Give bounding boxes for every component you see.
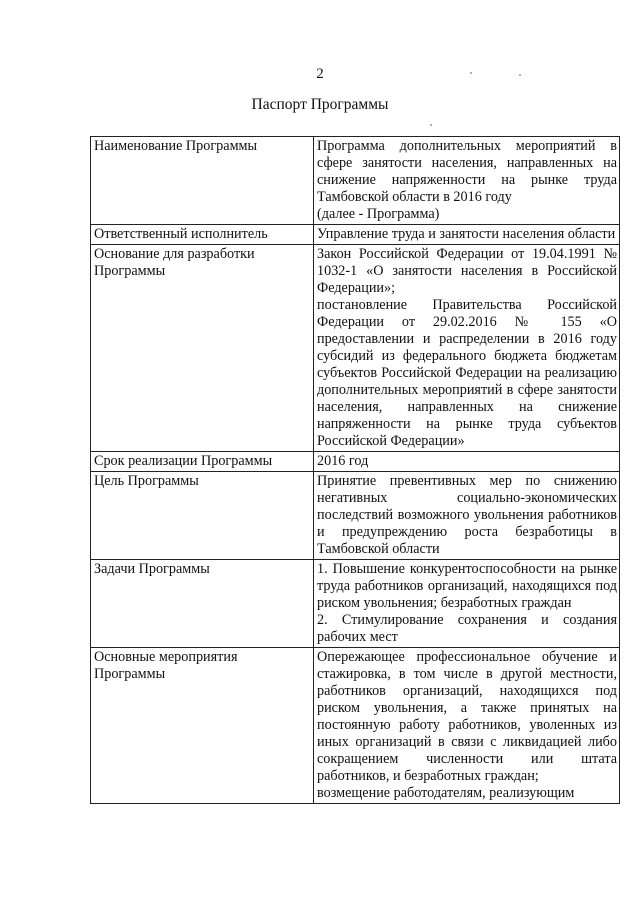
value-paragraph: 2016 год bbox=[317, 453, 369, 469]
scan-speck bbox=[430, 124, 432, 126]
row-label: Цель Программы bbox=[91, 472, 314, 560]
value-paragraph: Управление труда и занятости населения области bbox=[317, 226, 616, 242]
row-value bbox=[314, 472, 620, 560]
row-value bbox=[314, 452, 620, 472]
row-value bbox=[314, 225, 620, 245]
scan-speck bbox=[470, 72, 472, 74]
value-paragraph: (далее - Программа) bbox=[317, 206, 440, 222]
row-value bbox=[314, 648, 620, 804]
row-value bbox=[314, 245, 620, 452]
table-row bbox=[91, 472, 620, 560]
table-row bbox=[91, 648, 620, 804]
table-row bbox=[91, 560, 620, 648]
value-paragraph: Опережающее профессиональное обучение и стажировка, в том числе в другой местности, работников организаций, находящихся под риском увольнения, а также принятых на постоянную работу работников, уволенных из иных организаций в связи с ликвидацией либо сокращением численности или штата работников, и безработных граждан; bbox=[317, 649, 617, 784]
document-title: Паспорт Программы bbox=[251, 96, 389, 113]
table-row bbox=[91, 137, 620, 225]
row-label: Задачи Программы bbox=[91, 560, 314, 648]
value-paragraph: Закон Российской Федерации от 19.04.1991 № 1032-1 «О занятости населения в Российской Федерации»; bbox=[317, 246, 617, 296]
value-paragraph: возмещение работодателям, реализующим bbox=[317, 785, 575, 801]
value-paragraph: 2. Стимулирование сохранения и создания рабочих мест bbox=[317, 612, 617, 645]
row-label: Наименование Программы bbox=[91, 137, 314, 225]
row-label: Ответственный исполнитель bbox=[91, 225, 314, 245]
table-row bbox=[91, 452, 620, 472]
value-paragraph: Принятие превентивных мер по снижению негативных социально-экономических последствий возможного увольнения работников и предупреждению роста безработицы в Тамбовской области bbox=[317, 473, 617, 557]
row-value bbox=[314, 560, 620, 648]
row-label: Основание для разработки Программы bbox=[91, 245, 314, 452]
value-paragraph: 1. Повышение конкурентоспособности на рынке труда работников организаций, находящихся под риском увольнения; безработных граждан bbox=[317, 561, 617, 611]
value-paragraph: постановление Правительства Российской Федерации от 29.02.2016 № 155 «О предоставлении и распределении в 2016 году субсидий из федерального бюджета бюджетам субъектов Российской Федерации на реализацию дополнительных мероприятий в сфере занятости населения, направленных на снижение напряженности на рынке труда субъектов Российской Федерации» bbox=[317, 297, 617, 449]
table-row bbox=[91, 225, 620, 245]
scan-speck bbox=[519, 74, 521, 76]
passport-table bbox=[90, 136, 620, 804]
row-label: Основные мероприятия Программы bbox=[91, 648, 314, 804]
page-number: 2 bbox=[316, 66, 324, 82]
row-value bbox=[314, 137, 620, 225]
table-row bbox=[91, 245, 620, 452]
row-label: Срок реализации Программы bbox=[91, 452, 314, 472]
value-paragraph: Программа дополнительных мероприятий в сфере занятости населения, направленных на снижение напряженности на рынке труда Тамбовской области в 2016 году bbox=[317, 138, 617, 205]
